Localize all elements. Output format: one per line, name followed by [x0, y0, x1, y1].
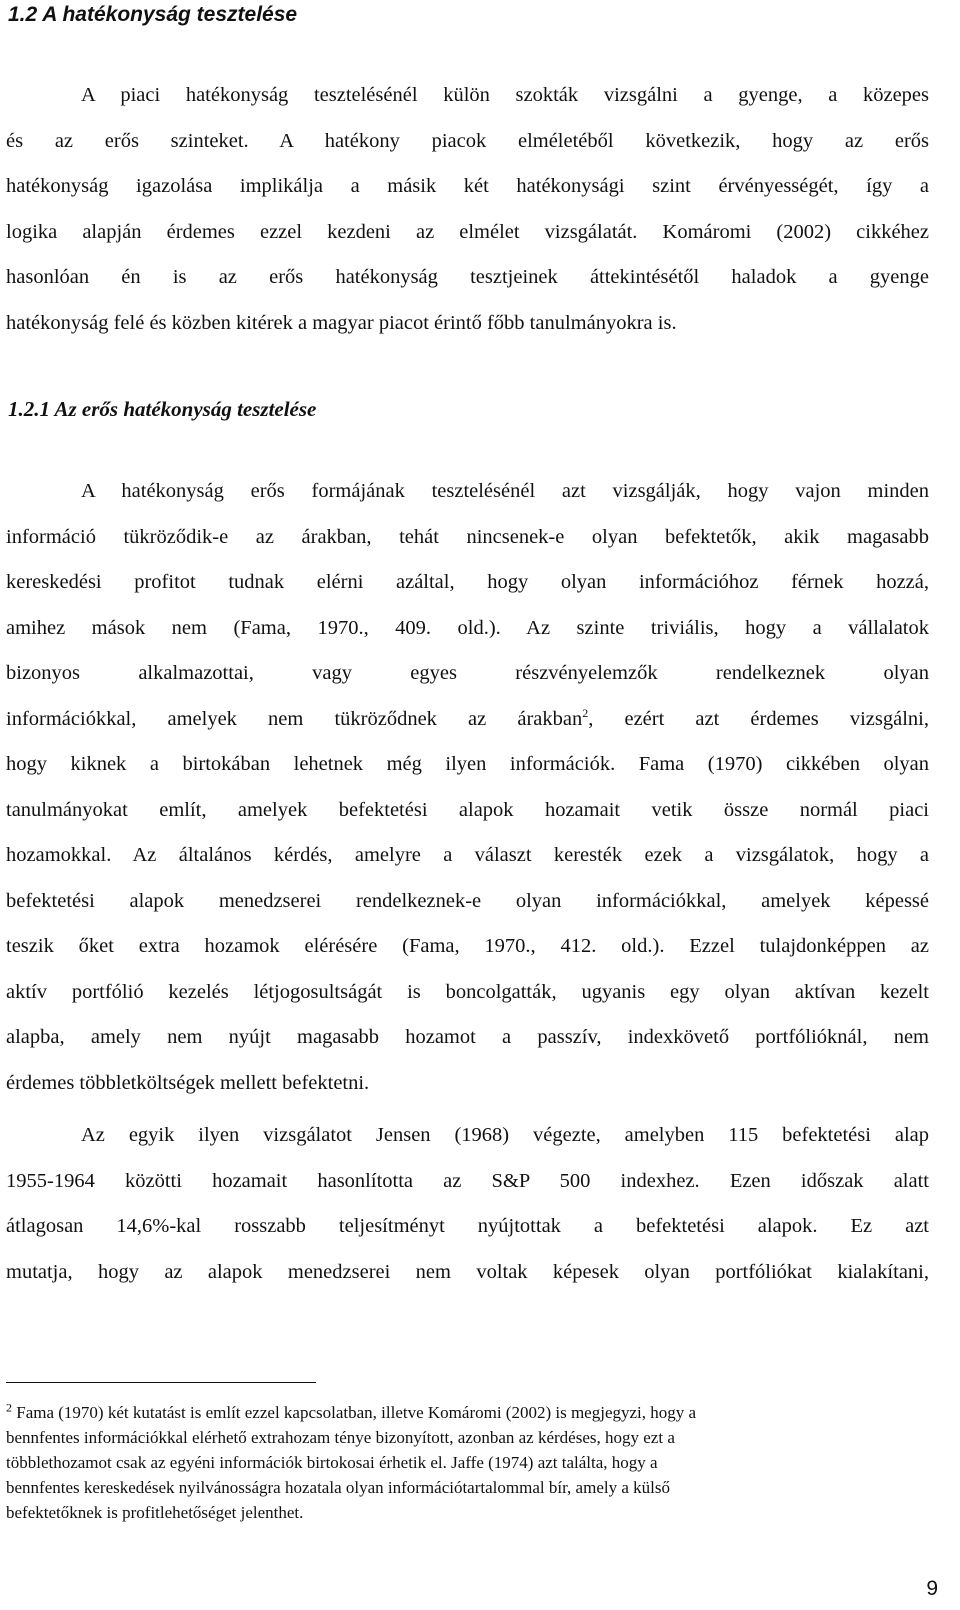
paragraph-line: A piaci hatékonyság tesztelésénél külön szokták vizsgálni a gyenge, a közepes	[81, 84, 929, 106]
paragraph-line: aktív portfólió kezelés létjogosultságát is boncolgatták, ugyanis egy olyan aktívan kezelt	[6, 980, 929, 1003]
paragraph-line: információkkal, amelyek nem tükröződnek az árakban$^2$, ezért azt érdemes vizsgálni,	[6, 705, 929, 730]
strong-efficiency-paragraph	[6, 469, 929, 1106]
footnote-line: többlethozamot csak az egyéni információk birtokosai érhetik el. Jaffe (1974) azt találta, hogy a	[6, 1453, 658, 1472]
paragraph-line: alapba, amely nem nyújt magasabb hozamot a passzív, indexkövető portfólióknál, nem	[6, 1026, 929, 1048]
paragraph-line: és az erős szinteket. A hatékony piacok elméletéből következik, hogy az erős	[6, 129, 929, 152]
paragraph-line: befektetési alapok menedzserei rendelkeznek-e olyan információkkal, amelyek képessé	[6, 889, 929, 912]
footnote-line: befektetőknek is profitlehetőséget jelenthet.	[6, 1503, 304, 1522]
paragraph-line: Az egyik ilyen vizsgálatot Jensen (1968) végezte, amelyben 115 befektetési alap	[81, 1124, 929, 1146]
footnote-line: bennfentes kereskedések nyilvánosságra hozatala olyan információtartalommal bír, amely a külső	[6, 1478, 670, 1497]
paragraph-line: információ tükröződik-e az árakban, tehát nincsenek-e olyan befektetők, akik magasabb	[6, 525, 929, 548]
section-heading: 1.2 A hatékonyság tesztelése	[8, 3, 298, 26]
paragraph-line: hatékonyság igazolása implikálja a másik két hatékonysági szint érvényességét, így a	[6, 175, 929, 197]
paragraph-line: A hatékonyság erős formájának tesztelésénél azt vizsgálják, hogy vajon minden	[81, 480, 929, 502]
paragraph-line: hozamokkal. Az általános kérdés, amelyre a választ keresték ezek a vizsgálatok, hogy a	[6, 844, 929, 866]
intro-paragraph	[6, 73, 929, 346]
paragraph-line: hatékonyság felé és közben kitérek a magyar piacot érintő főbb tanulmányokra is.	[6, 311, 677, 334]
footnote-separator	[6, 1382, 316, 1383]
paragraph-line: mutatja, hogy az alapok menedzserei nem voltak képesek olyan portfóliókat kialakítani,	[6, 1260, 929, 1283]
paragraph-line: bizonyos alkalmazottai, vagy egyes részvényelemzők rendelkeznek olyan	[6, 662, 929, 684]
footnote-line: bennfentes információkkal elérhető extrahozam ténye bizonyított, azonban az kérdéses, hogy ezt a	[6, 1428, 675, 1447]
footnote-marker: 2	[6, 1400, 12, 1415]
paragraph-line: 1955-1964 közötti hozamait hasonlította az S&P 500 indexhez. Ezen időszak alatt	[6, 1169, 929, 1192]
paragraph-line: amihez mások nem (Fama, 1970., 409. old.). Az szinte triviális, hogy a vállalatok	[6, 616, 929, 639]
paragraph-line: tanulmányokat említ, amelyek befektetési alapok hozamait vetik össze normál piaci	[6, 798, 929, 821]
paragraph-line: átlagosan 14,6%-kal rosszabb teljesítményt nyújtottak a befektetési alapok. Ez azt	[6, 1215, 929, 1237]
footnote-reference[interactable]: 2	[582, 705, 589, 720]
page-number: 9	[926, 1577, 938, 1600]
footnote	[6, 1400, 906, 1525]
paragraph-line: hasonlóan én is az erős hatékonyság tesztjeinek áttekintésétől haladok a gyenge	[6, 266, 929, 288]
paragraph-line: érdemes többletköltségek mellett befektetni.	[6, 1071, 370, 1094]
jensen-paragraph	[6, 1113, 929, 1295]
paragraph-line: hogy kiknek a birtokában lehetnek még ilyen információk. Fama (1970) cikkében olyan	[6, 753, 929, 775]
footnote-line: $^2$ Fama (1970) két kutatást is említ ezzel kapcsolatban, illetve Komáromi (2002) is megjegyzi, hogy a	[6, 1400, 697, 1422]
subsection-heading: 1.2.1 Az erős hatékonyság tesztelése	[8, 397, 317, 421]
paragraph-line: teszik őket extra hozamok elérésére (Fama, 1970., 412. old.). Ezzel tulajdonképpen az	[6, 935, 929, 957]
paragraph-line: logika alapján érdemes ezzel kezdeni az elmélet vizsgálatát. Komáromi (2002) cikkéhez	[6, 220, 929, 243]
paragraph-line: kereskedési profitot tudnak elérni azáltal, hogy olyan információhoz férnek hozzá,	[6, 571, 929, 593]
